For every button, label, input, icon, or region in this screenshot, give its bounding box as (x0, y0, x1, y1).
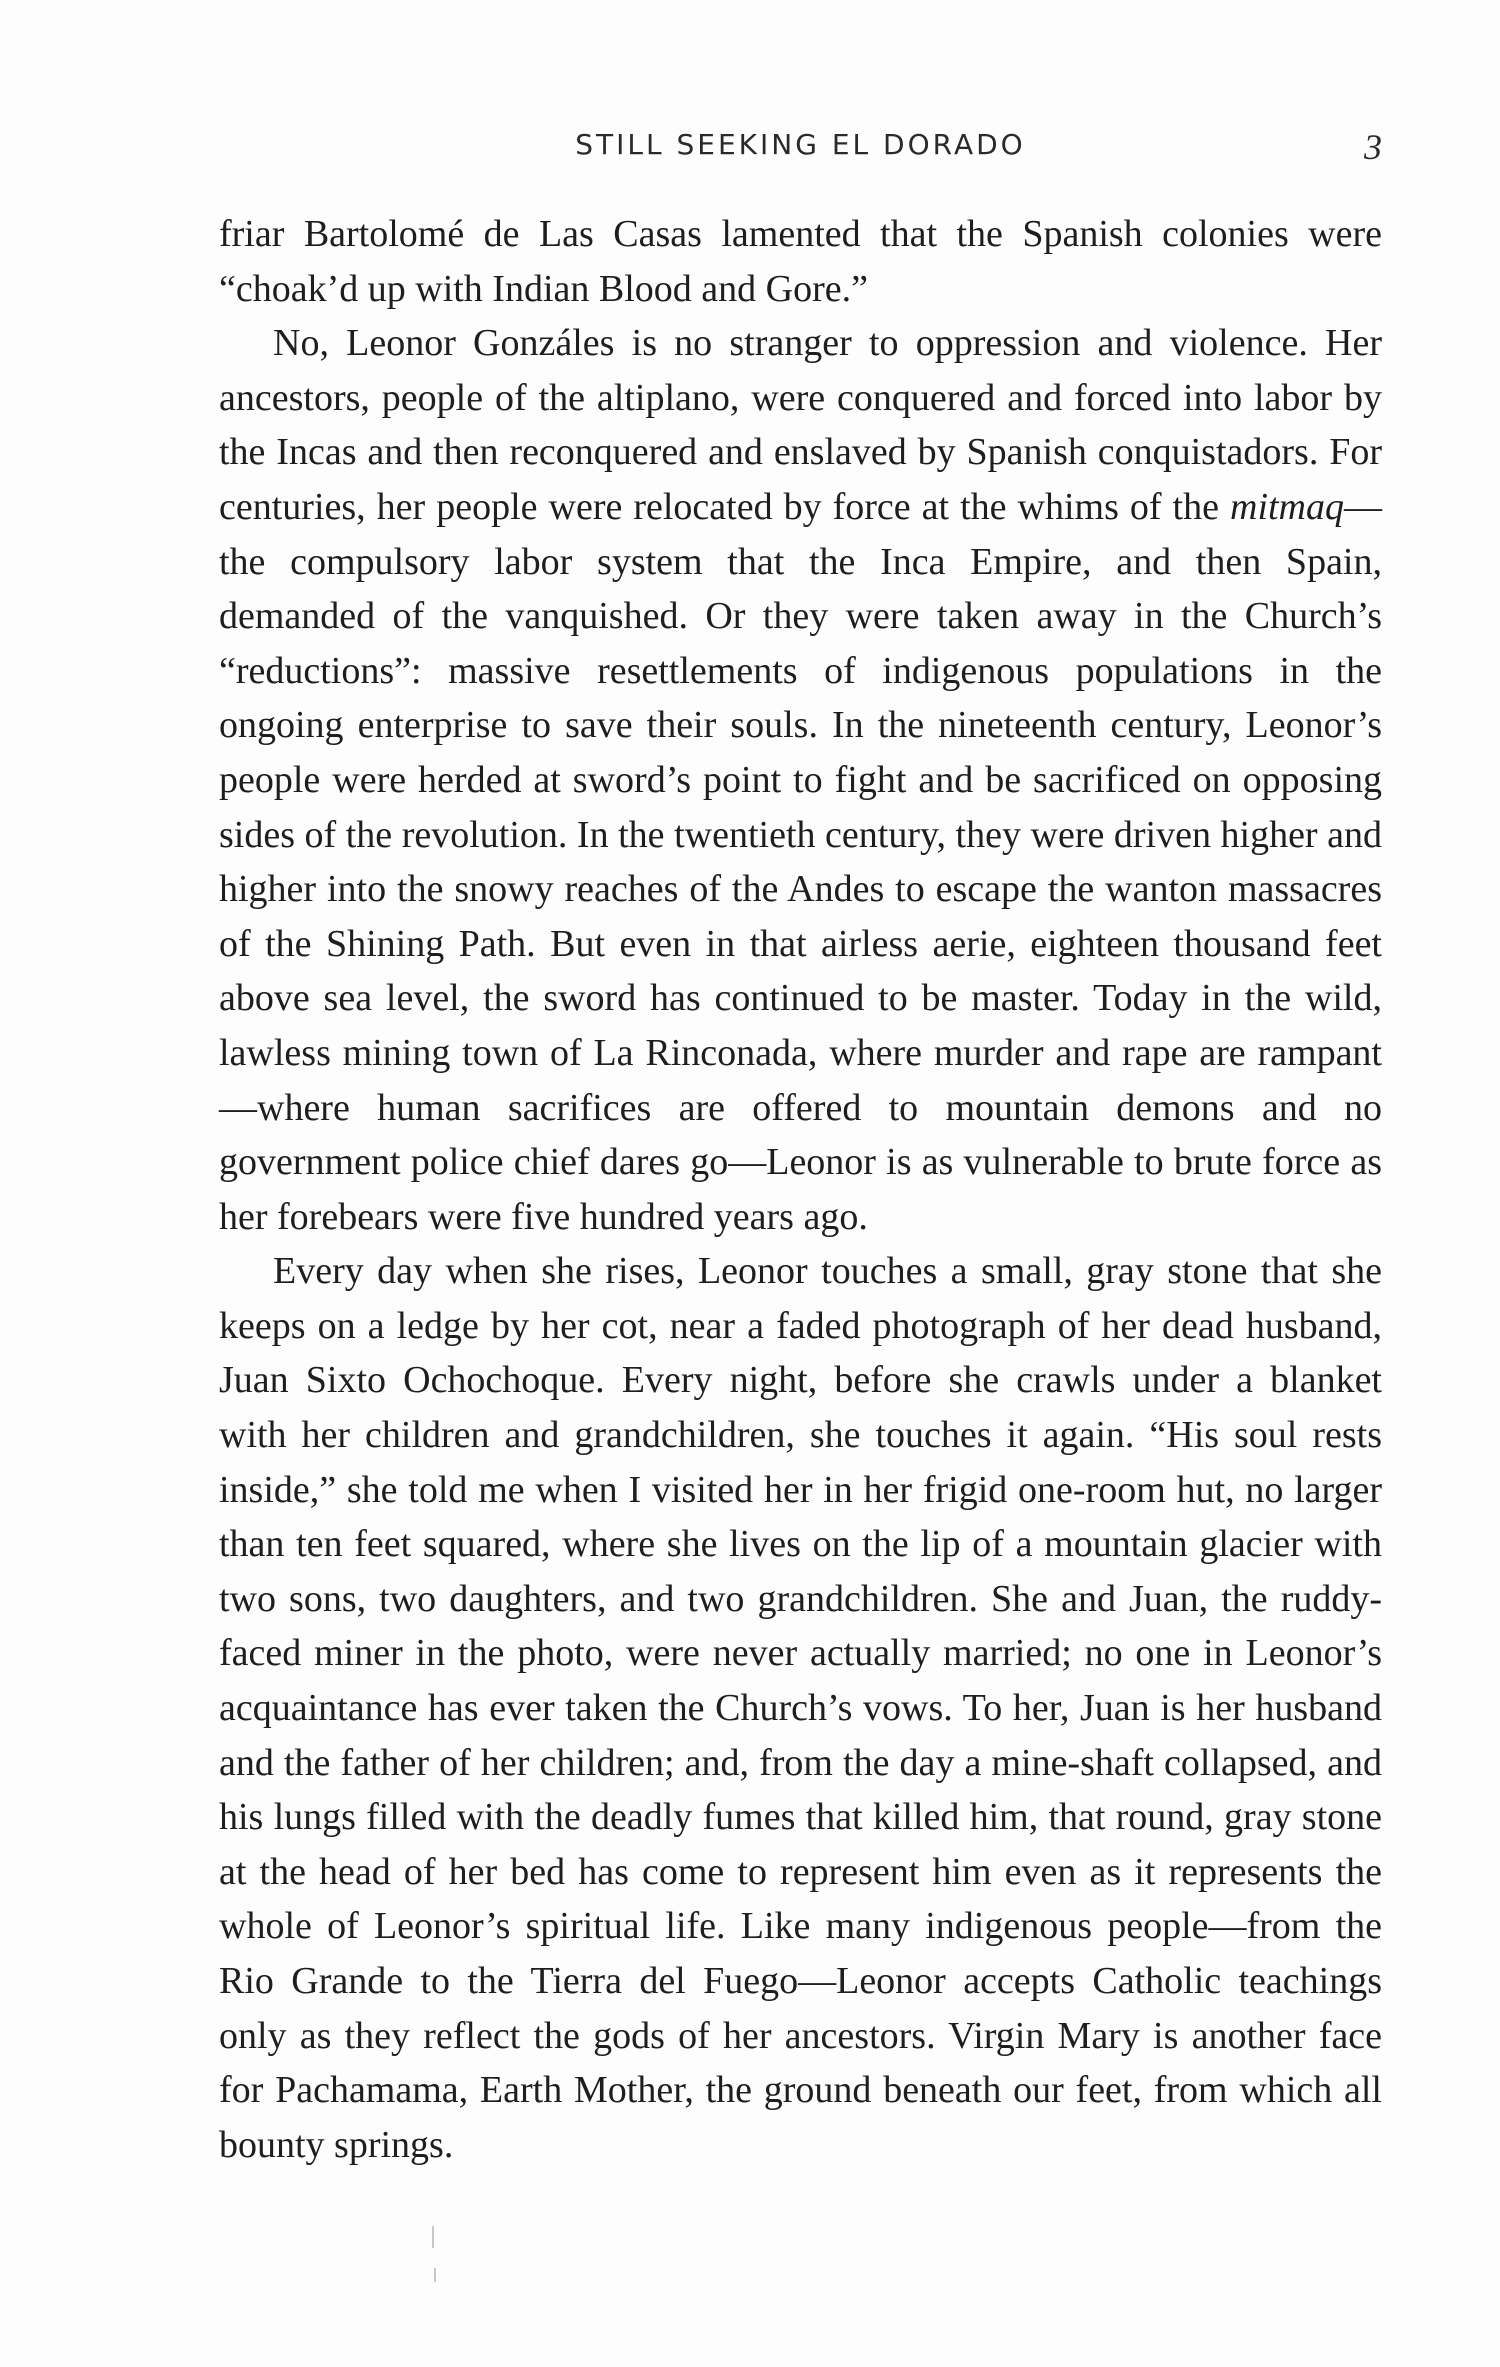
page-number: 3 (1364, 127, 1382, 167)
running-head (219, 128, 1382, 172)
paragraph-oppression (219, 316, 1382, 1244)
paragraph-gray-stone: Every day when she rises, Leonor touches a small, gray stone that she keeps on a ledge by her cot, near a faded photograph of her dead husband, Juan Sixto Ochochoque. Every night, before she crawls under a blanket with her children and grandchildren, she touches it again. “His soul rests inside,” she told me when I visited her in her frigid one-room hut, no larger than ten feet squared, where she lives on the lip of a mountain glacier with two sons, two daughters, and two grandchildren. She and Juan, the ruddy-faced miner in the photo, were never actually married; no one in Leonor’s acquaintance has ever taken the Church’s vows. To her, Juan is her husband and the father of her children; and, from the day a mine-shaft collapsed, and his lungs filled with the deadly fumes that killed him, that round, gray stone at the head of her bed has come to represent him even as it represents the whole of Leonor’s spiritual life. Like many indigenous people—from the Rio Grande to the Tierra del Fuego—Leonor accepts Catholic teachings only as they reflect the gods of her ancestors. Virgin Mary is another face for Pachamama, Earth Mother, the ground beneath our feet, from which all bounty springs. (219, 1250, 1382, 2166)
paragraph-oppression-text-start: No, Leonor Gonzáles is no stranger to oppression and violence. Her ancestors, people of the altiplano, were conquered and forced into labor by the Incas and then reconquered and enslaved by Spanish conquistadors. For centuries, her people were relocated by force at the whims of the (219, 322, 1382, 528)
body-text (219, 207, 1382, 2172)
paragraph-continuation: friar Bartolomé de Las Casas lamented that the Spanish colonies were “choak’d up with Indian Blood and Gore.” (219, 213, 1382, 310)
italic-term-mitmaq: mitmaq (1230, 485, 1344, 528)
scan-mark (432, 2226, 434, 2248)
paragraph-oppression-text-end: —the compulsory labor system that the Inca Empire, and then Spain, demanded of the vanquished. Or they were taken away in the Church’s “reductions”: massive resettlements of indigenous populations in the ongoing enterprise to save their souls. In the nineteenth century, Leonor’s people were herded at sword’s point to fight and be sacrificed on opposing sides of the revolution. In the twentieth century, they were driven higher and higher into the snowy reaches of the Andes to escape the wanton massacres of the Shining Path. But even in that airless aerie, eighteen thousand feet above sea level, the sword has continued to be master. Today in the wild, lawless mining town of La Rinconada, where murder and rape are rampant—where human sacrifices are offered to mountain demons and no government police chief dares go—Leonor is as vulnerable to brute force as her forebears were five hundred years ago. (219, 485, 1382, 1238)
running-title: STILL SEEKING EL DORADO (575, 128, 1026, 161)
scan-mark (434, 2268, 436, 2282)
